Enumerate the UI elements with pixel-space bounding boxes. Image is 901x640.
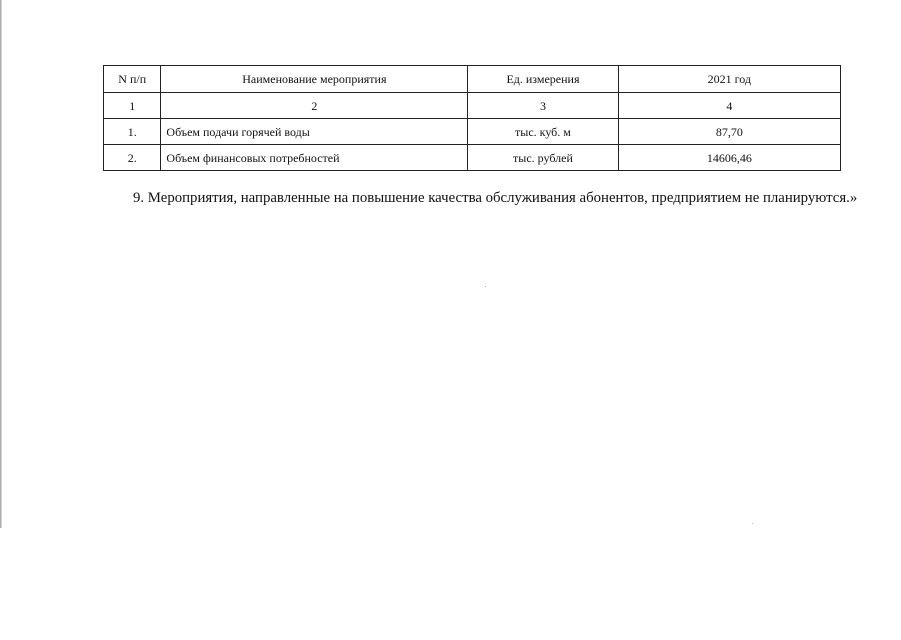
table-row (104, 145, 841, 171)
year-value: 87,70 (618, 119, 840, 145)
service-quality-note: 9. Мероприятия, направленные на повышение качества обслуживания абонентов, предприятием не планируются.» (133, 190, 858, 206)
event-name: Объем финансовых потребностей (161, 145, 468, 171)
scan-speck (752, 523, 753, 524)
column-number-1: 1 (104, 93, 161, 119)
header-event-name: Наименование мероприятия (161, 66, 468, 93)
column-number-2: 2 (161, 93, 468, 119)
table-row (104, 119, 841, 145)
header-unit: Ед. измерения (468, 66, 618, 93)
header-year: 2021 год (618, 66, 840, 93)
table-header (104, 66, 841, 93)
scanned-page-edge (0, 0, 2, 528)
measurement-unit: тыс. рублей (468, 145, 618, 171)
column-number-4: 4 (618, 93, 840, 119)
column-number-3: 3 (468, 93, 618, 119)
row-number: 1. (104, 119, 161, 145)
event-name: Объем подачи горячей воды (161, 119, 468, 145)
year-value: 14606,46 (618, 145, 840, 171)
table-body (104, 93, 841, 171)
scan-speck (485, 286, 486, 287)
row-number: 2. (104, 145, 161, 171)
measurement-unit: тыс. куб. м (468, 119, 618, 145)
table-header-row (104, 66, 841, 93)
header-number: N п/п (104, 66, 161, 93)
events-table (103, 65, 841, 171)
column-number-row (104, 93, 841, 119)
